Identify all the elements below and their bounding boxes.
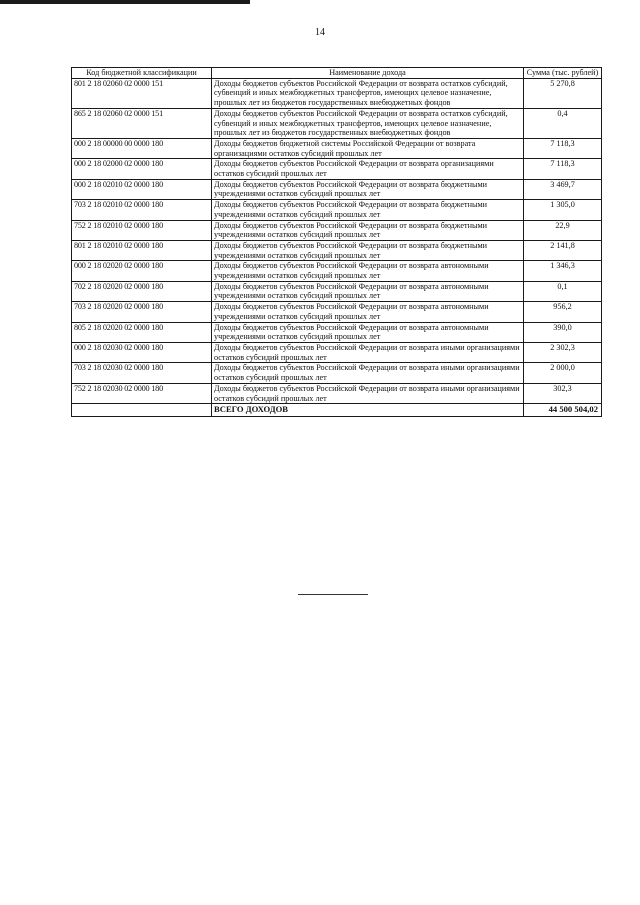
- row-amount: 5 270,8: [524, 78, 602, 108]
- revenue-table: [71, 67, 602, 417]
- table-row: [72, 78, 602, 108]
- row-name: Доходы бюджетов субъектов Российской Федерации от возврата автономными учреждениями остатков субсидий прошлых лет: [212, 302, 524, 322]
- row-code: 000 2 18 02020 02 0000 180: [72, 261, 212, 281]
- table-row: [72, 342, 602, 362]
- row-amount: 2 141,8: [524, 240, 602, 260]
- row-amount: 0,4: [524, 108, 602, 138]
- row-name: Доходы бюджетов субъектов Российской Федерации от возврата автономными учреждениями остатков субсидий прошлых лет: [212, 281, 524, 301]
- table-row: [72, 200, 602, 220]
- row-code: 000 2 18 02000 02 0000 180: [72, 159, 212, 179]
- table-row: [72, 159, 602, 179]
- row-name: Доходы бюджетов субъектов Российской Федерации от возврата автономными учреждениями остатков субсидий прошлых лет: [212, 261, 524, 281]
- header-code: Код бюджетной классификации: [72, 68, 212, 79]
- row-name: Доходы бюджетов субъектов Российской Федерации от возврата иными организациями остатков субсидий прошлых лет: [212, 383, 524, 403]
- row-code: 703 2 18 02010 02 0000 180: [72, 200, 212, 220]
- row-amount: 302,3: [524, 383, 602, 403]
- row-code: 703 2 18 02030 02 0000 180: [72, 363, 212, 383]
- row-name: Доходы бюджетов субъектов Российской Федерации от возврата иными организациями остатков субсидий прошлых лет: [212, 363, 524, 383]
- row-amount: 1 305,0: [524, 200, 602, 220]
- row-name: Доходы бюджетов субъектов Российской Федерации от возврата автономными учреждениями остатков субсидий прошлых лет: [212, 322, 524, 342]
- row-amount: 2 302,3: [524, 342, 602, 362]
- row-code: 000 2 18 00000 00 0000 180: [72, 138, 212, 158]
- table-row: [72, 261, 602, 281]
- row-amount: 1 346,3: [524, 261, 602, 281]
- row-name: Доходы бюджетов субъектов Российской Федерации от возврата организациями остатков субсидий прошлых лет: [212, 159, 524, 179]
- table-row: [72, 179, 602, 199]
- header-amount: Сумма (тыс. рублей): [524, 68, 602, 79]
- row-amount: 390,0: [524, 322, 602, 342]
- row-code: 752 2 18 02010 02 0000 180: [72, 220, 212, 240]
- row-amount: 7 118,3: [524, 138, 602, 158]
- page-number: 14: [315, 27, 325, 38]
- row-name: Доходы бюджетов субъектов Российской Федерации от возврата бюджетными учреждениями остатков субсидий прошлых лет: [212, 200, 524, 220]
- row-code: 703 2 18 02020 02 0000 180: [72, 302, 212, 322]
- top-rule: [0, 0, 250, 4]
- row-code: 801 2 18 02010 02 0000 180: [72, 240, 212, 260]
- table-row: [72, 383, 602, 403]
- row-name: Доходы бюджетов субъектов Российской Федерации от возврата остатков субсидий, субвенций и иных межбюджетных трансфертов, имеющих целевое назначение, прошлых лет из бюджетов государственных внебюджетных фондов: [212, 108, 524, 138]
- row-name: Доходы бюджетов субъектов Российской Федерации от возврата иными организациями остатков субсидий прошлых лет: [212, 342, 524, 362]
- row-amount: 956,2: [524, 302, 602, 322]
- row-amount: 22,9: [524, 220, 602, 240]
- table-row: [72, 220, 602, 240]
- table-row: [72, 363, 602, 383]
- table-row: [72, 108, 602, 138]
- end-rule: [298, 594, 368, 595]
- table-row: [72, 240, 602, 260]
- row-code: 805 2 18 02020 02 0000 180: [72, 322, 212, 342]
- row-amount: 3 469,7: [524, 179, 602, 199]
- row-name: Доходы бюджетов субъектов Российской Федерации от возврата бюджетными учреждениями остатков субсидий прошлых лет: [212, 179, 524, 199]
- total-label: ВСЕГО ДОХОДОВ: [212, 404, 524, 417]
- table-row: [72, 322, 602, 342]
- row-code: 000 2 18 02010 02 0000 180: [72, 179, 212, 199]
- row-amount: 0,1: [524, 281, 602, 301]
- table-row: [72, 281, 602, 301]
- row-amount: 2 000,0: [524, 363, 602, 383]
- table-body: [72, 78, 602, 416]
- table-row: [72, 302, 602, 322]
- row-code: 801 2 18 02060 02 0000 151: [72, 78, 212, 108]
- total-amount: 44 500 504,02: [524, 404, 602, 417]
- row-code: 000 2 18 02030 02 0000 180: [72, 342, 212, 362]
- row-amount: 7 118,3: [524, 159, 602, 179]
- header-name: Наименование дохода: [212, 68, 524, 79]
- row-name: Доходы бюджетов субъектов Российской Федерации от возврата остатков субсидий, субвенций и иных межбюджетных трансфертов, имеющих целевое назначение, прошлых лет из бюджетов государственных внебюджетных фондов: [212, 78, 524, 108]
- total-row: [72, 404, 602, 417]
- row-code: 702 2 18 02020 02 0000 180: [72, 281, 212, 301]
- row-code: 865 2 18 02060 02 0000 151: [72, 108, 212, 138]
- row-name: Доходы бюджетов субъектов Российской Федерации от возврата бюджетными учреждениями остатков субсидий прошлых лет: [212, 240, 524, 260]
- total-code-empty: [72, 404, 212, 417]
- table-header-row: [72, 68, 602, 79]
- row-code: 752 2 18 02030 02 0000 180: [72, 383, 212, 403]
- row-name: Доходы бюджетов бюджетной системы Российской Федерации от возврата организациями остатков субсидий прошлых лет: [212, 138, 524, 158]
- table-row: [72, 138, 602, 158]
- row-name: Доходы бюджетов субъектов Российской Федерации от возврата бюджетными учреждениями остатков субсидий прошлых лет: [212, 220, 524, 240]
